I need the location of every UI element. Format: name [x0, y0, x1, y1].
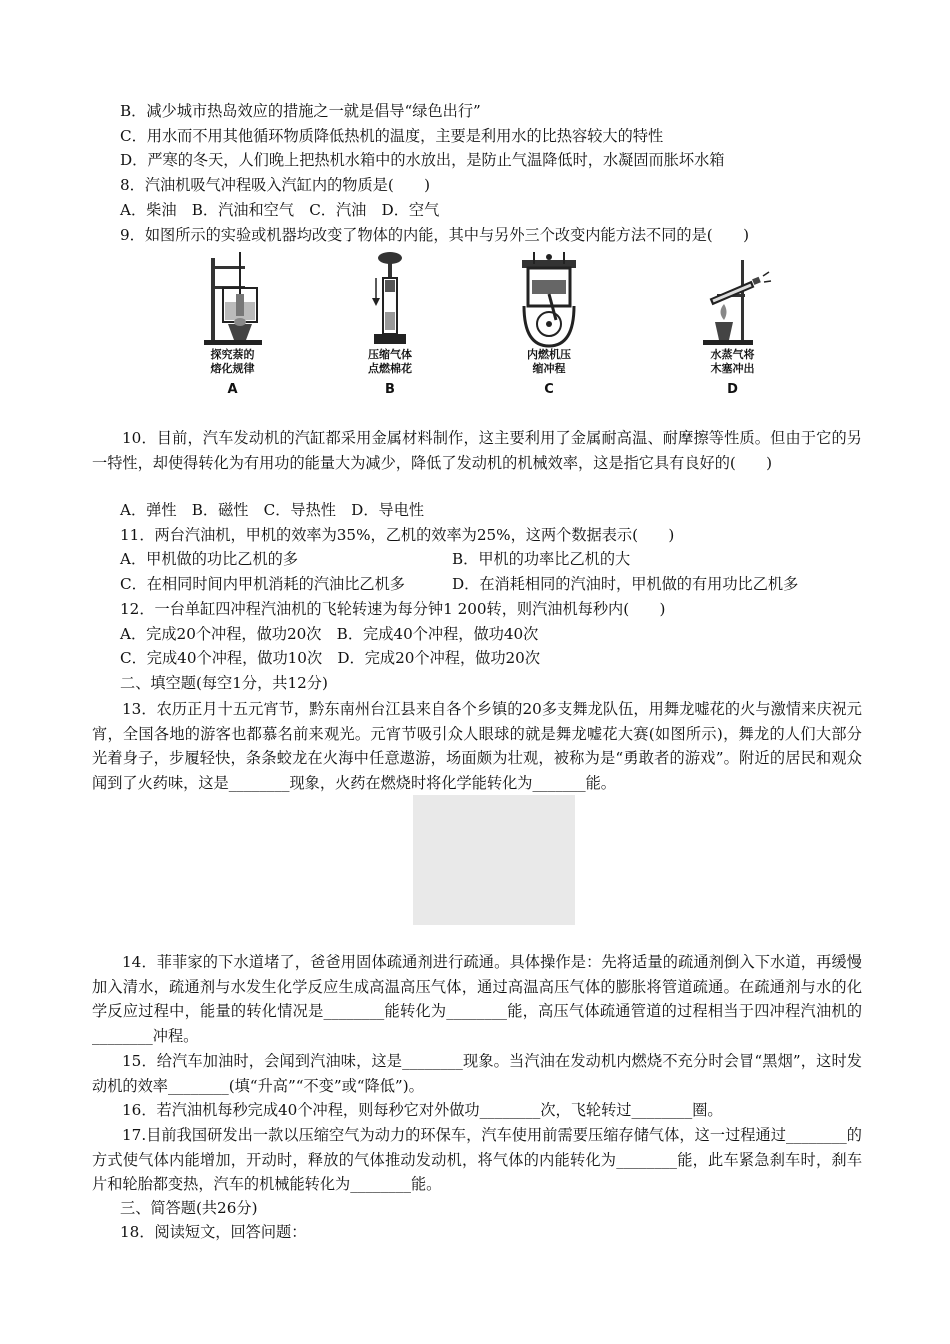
figure-d-caption-1: 水蒸气将 [710, 348, 755, 361]
q8-options: A．柴油 B．汽油和空气 C．汽油 D．空气 [120, 201, 440, 219]
dragon-fireworks-image-placeholder [413, 795, 575, 925]
figure-a-letter: A [227, 382, 238, 397]
figure-b [350, 250, 430, 397]
q13-text: 13．农历正月十五元宵节，黔东南州台江县来自各个乡镇的20多支舞龙队伍，用舞龙嘘花的火与激情来庆祝元宵，全国各地的游客也都慕名前来观光。元宵节吸引众人眼球的就是舞龙嘘花大赛(如图所示)，舞龙的人们大部分光着身子，步履轻快，条条蛟龙在火海中任意遨游，场面颇为壮观，被称为是“勇敢者的游戏”。附近的居民和观众闻到了火药味，这是________现象，火药在燃烧时将化学能转化为_______能。 [92, 700, 862, 792]
figure-a-caption-1: 探究萘的 [210, 348, 255, 361]
q14-text: 14．菲菲家的下水道堵了，爸爸用固体疏通剂进行疏通。具体操作是：先将适量的疏通剂倒入下水道，再缓慢加入清水，疏通剂与水发生化学反应生成高温高压气体，通过高温高压气体的膨胀将管道疏通。在疏通剂与水的化学反应过程中，能量的转化情况是________能转化为________能，高压气体疏通管道的过程相当于四冲程汽油机的________冲程。 [92, 953, 862, 1045]
q15-text: 15．给汽车加油时，会闻到汽油味，这是________现象。当汽油在发动机内燃烧不充分时会冒“黑烟”，这时发动机的效率________(填“升高”“不变”或“降低”)。 [92, 1052, 862, 1095]
q10-stem: 10．目前，汽车发动机的汽缸都采用金属材料制作，这主要利用了金属耐高温、耐摩擦等性质。但由于它的另一特性，却使得转化为有用功的能量大为减少，降低了发动机的机械效率，这是指它具有良好的( ) [92, 429, 862, 472]
q12-options-ab: A．完成20个冲程，做功20次 B．完成40个冲程，做功40次 [120, 625, 539, 643]
q10-options: A．弹性 B．磁性 C．导热性 D．导电性 [120, 501, 425, 519]
q12-options-cd: C．完成40个冲程，做功10次 D．完成20个冲程，做功20次 [120, 649, 541, 667]
q16-text: 16．若汽油机每秒完成40个冲程，则每秒它对外做功________次，飞轮转过________圈。 [122, 1101, 723, 1119]
q11-option-d: D．在消耗相同的汽油时，甲机做的有用功比乙机多 [452, 575, 799, 593]
figure-c-caption-1: 内燃机压 [527, 348, 571, 361]
figure-b-letter: B [385, 382, 395, 397]
figure-a-caption-2: 熔化规律 [210, 362, 255, 375]
figure-a [190, 250, 275, 397]
figure-b-caption-1: 压缩气体 [368, 348, 412, 361]
q7-option-b: B．减少城市热岛效应的措施之一就是倡导“绿色出行” [120, 102, 481, 120]
q11-option-a: A．甲机做的功比乙机的多 [120, 550, 299, 568]
figure-b-caption-2: 点燃棉花 [368, 362, 412, 375]
figure-d-letter: D [727, 382, 738, 397]
engine-compression-stroke-icon [514, 250, 584, 348]
steam-cork-test-tube-icon [693, 250, 773, 348]
air-compression-cylinder-icon [360, 250, 420, 348]
q8-stem: 8．汽油机吸气冲程吸入汽缸内的物质是( ) [120, 176, 431, 194]
q7-option-d: D．严寒的冬天，人们晚上把热机水箱中的水放出，是防止气温降低时，水凝固而胀坏水箱 [120, 151, 725, 169]
section-2-heading: 二、填空题(每空1分，共12分) [120, 674, 328, 692]
q7-option-c: C．用水而不用其他循环物质降低热机的温度，主要是利用水的比热容较大的特性 [120, 127, 664, 145]
section-3-heading: 三、简答题(共26分) [120, 1199, 258, 1217]
q11-option-b: B．甲机的功率比乙机的大 [452, 550, 631, 568]
q11-option-c: C．在相同时间内甲机消耗的汽油比乙机多 [120, 575, 405, 593]
figure-d-caption-2: 木塞冲出 [710, 362, 755, 375]
naphthalene-melting-apparatus-icon [198, 250, 268, 348]
figure-c-caption-2: 缩冲程 [532, 362, 566, 375]
figure-c-letter: C [544, 382, 554, 397]
q12-stem: 12．一台单缸四冲程汽油机的飞轮转速为每分钟1 200转，则汽油机每秒内( ) [120, 600, 666, 618]
q17-text: 17.目前我国研发出一款以压缩空气为动力的环保车，汽车使用前需要压缩存储气体，这一过程通过________的方式使气体内能增加，开动时，释放的气体推动发动机，将气体的内能转化为________能，此车紧急刹车时，刹车片和轮胎都变热，汽车的机械能转化为________能。 [92, 1126, 862, 1194]
figure-d [690, 250, 775, 397]
q18-stem: 18．阅读短文，回答问题： [120, 1223, 307, 1241]
q9-stem: 9．如图所示的实验或机器均改变了物体的内能，其中与另外三个改变内能方法不同的是( ) [120, 226, 750, 244]
q11-stem: 11．两台汽油机，甲机的效率为35%，乙机的效率为25%，这两个数据表示( ) [120, 526, 675, 544]
figure-c [505, 250, 593, 397]
